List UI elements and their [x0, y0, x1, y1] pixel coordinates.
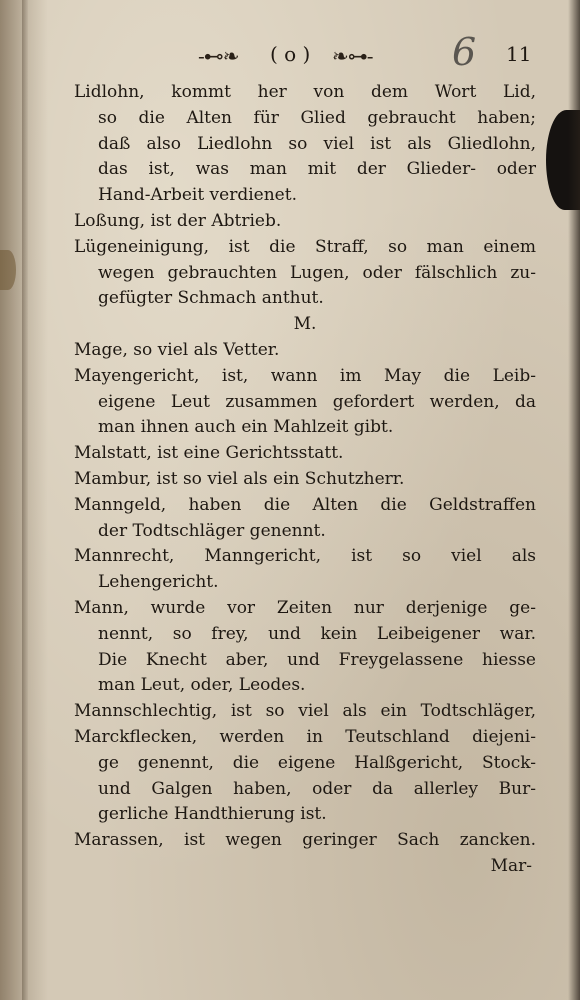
- text-line: Mayengericht, ist, wann im May die Leib-: [74, 365, 536, 386]
- text-line: und Galgen haben, oder da allerley Bur-: [98, 778, 536, 799]
- text-line: man Leut, oder, Leodes.: [98, 675, 306, 696]
- catchword: Mar-: [490, 855, 532, 876]
- text-line: Mage, so viel als Vetter.: [74, 339, 280, 360]
- section-letter-heading: M.: [293, 314, 317, 335]
- gutter-shadow: [22, 0, 28, 1000]
- text-line: Mannschlechtig, ist so viel als ein Todtschläger,: [74, 701, 536, 722]
- page-edge-shadow: [568, 0, 580, 1000]
- text-line: Lidlohn, kommt her von dem Wort Lid,: [74, 82, 536, 102]
- paper-stain: [0, 250, 16, 290]
- text-line: so die Alten für Glied gebraucht haben;: [98, 107, 536, 128]
- page-header: [60, 30, 550, 76]
- text-line: Mannrecht, Manngericht, ist so viel als: [74, 546, 536, 567]
- text-line: Lügeneinigung, ist die Straff, so man einem: [74, 236, 536, 257]
- text-line: Marckflecken, werden in Teutschland diejeni-: [74, 726, 536, 747]
- text-line: Loßung, ist der Abtrieb.: [74, 210, 282, 231]
- text-line: ge genennt, die eigene Halßgericht, Stock-: [98, 752, 536, 773]
- ornament-right-icon: ❧⊶-: [332, 44, 373, 68]
- signature-mark: ( o ): [270, 42, 311, 66]
- text-line: daß also Liedlohn so viel ist als Gliedlohn,: [98, 133, 536, 154]
- text-line: der Todtschläger genennt.: [98, 520, 326, 541]
- text-line: Die Knecht aber, und Freygelassene hiesse: [98, 649, 536, 670]
- text-line: wegen gebrauchten Lugen, oder fälschlich zu-: [98, 262, 536, 283]
- glossary-text: [74, 80, 536, 880]
- text-line: Mann, wurde vor Zeiten nur derjenige ge-: [74, 597, 536, 618]
- text-line: man ihnen auch ein Mahlzeit gibt.: [98, 417, 394, 438]
- text-line: Manngeld, haben die Alten die Geldstraffen: [74, 494, 536, 515]
- text-line: Hand-Arbeit verdienet.: [98, 185, 297, 206]
- text-line: Mambur, ist so viel als ein Schutzherr.: [74, 468, 405, 489]
- text-line: eigene Leut zusammen gefordert werden, da: [98, 391, 536, 412]
- text-line: gerliche Handthierung ist.: [98, 804, 327, 825]
- ornament-left-icon: -⊷❧: [198, 44, 239, 68]
- text-line: Malstatt, ist eine Gerichtsstatt.: [74, 443, 344, 464]
- text-line: Marassen, ist wegen geringer Sach zancken.: [74, 830, 536, 851]
- text-line: das ist, was man mit der Glieder- oder: [98, 159, 536, 180]
- handwritten-page-note: 6: [452, 30, 477, 74]
- page-number: 11: [506, 42, 532, 66]
- text-line: gefügter Schmach anthut.: [98, 288, 324, 309]
- text-line: nennt, so frey, und kein Leibeigener war.: [98, 623, 536, 644]
- text-line: Lehengericht.: [98, 572, 219, 593]
